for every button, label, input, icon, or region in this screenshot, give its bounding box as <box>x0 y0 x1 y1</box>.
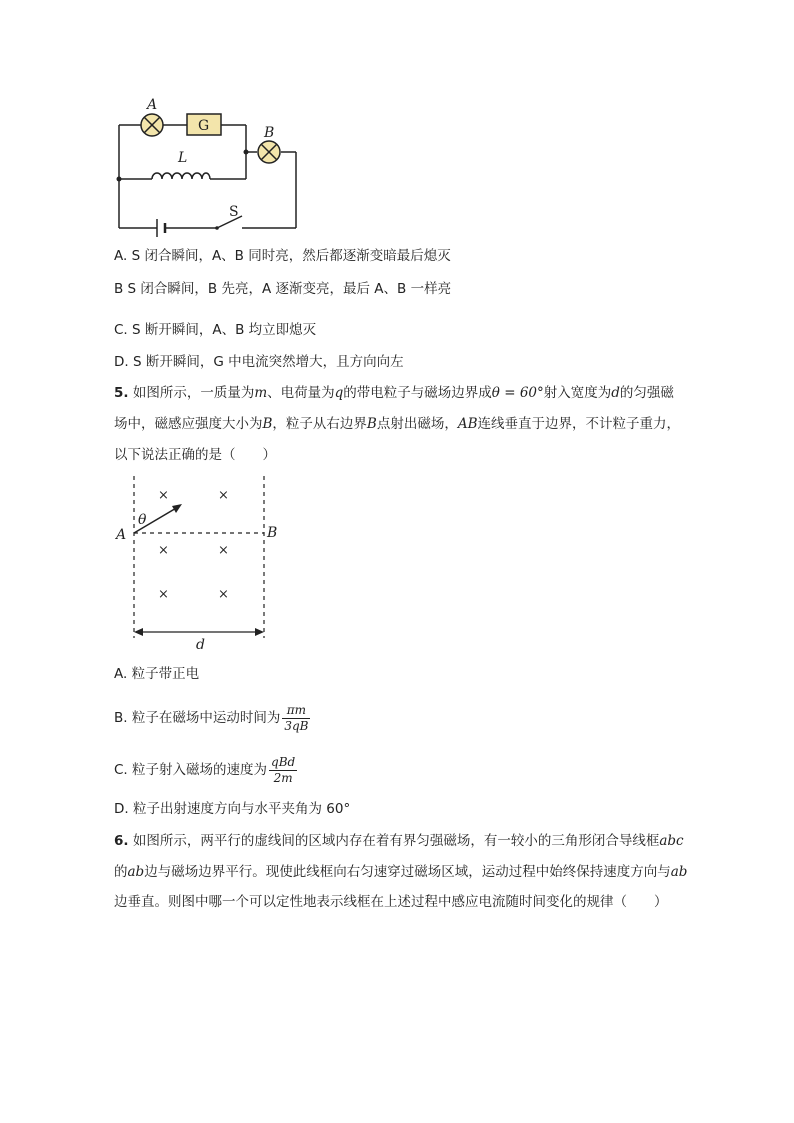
inductor-label: L <box>178 150 188 166</box>
lamp-a <box>141 114 163 136</box>
battery <box>157 219 165 237</box>
q5-option-c: C. 粒子射入磁场的速度为 $\frac{\text{qBd}}{2m}$ <box>114 754 296 785</box>
q5-option-a: A. 粒子带正电 <box>114 666 200 682</box>
theta-equation: θ = 60° <box>491 385 544 401</box>
galvanometer-label: G <box>198 118 210 134</box>
q6-stem-line3: 边垂直。则图中哪一个可以定性地表示线框在上述过程中感应电流随时间变化的规律（ ） <box>114 894 668 910</box>
field-cross: × <box>158 543 169 558</box>
point-b-label: B <box>267 525 278 541</box>
var-d: d <box>611 385 620 401</box>
field-cross: × <box>218 587 229 602</box>
var-q: q <box>334 385 344 401</box>
var-b-point: B <box>366 416 377 432</box>
field-cross: × <box>218 488 229 503</box>
circuit-diagram <box>105 92 305 237</box>
var-ab: AB <box>457 416 478 432</box>
var-b: B <box>262 416 273 432</box>
speed-fraction: $\frac{\text{qBd}}{2m}$ <box>271 754 296 785</box>
time-fraction: $\frac{\pi m}{3qB}$ <box>284 702 309 733</box>
lamp-b-label: B <box>264 125 275 141</box>
q4-option-d: D. S 断开瞬间，G 中电流突然增大，且方向向左 <box>114 354 404 370</box>
q5-stem-line1: 5. 如图所示，一质量为m、电荷量为q的带电粒子与磁场边界成θ = 60°射入宽度为d的匀强磁 <box>114 385 674 401</box>
q5-number: 5. <box>114 385 129 401</box>
magnetic-field-figure <box>112 476 282 656</box>
q4-option-a: A. S 闭合瞬间，A、B 同时亮，然后都逐渐变暗最后熄灭 <box>114 248 451 264</box>
q6-stem-line2: 的ab边与磁场边界平行。现使此线框向右匀速穿过磁场区域，运动过程中始终保持速度方向与ab <box>114 864 688 880</box>
q5-option-b: B. 粒子在磁场中运动时间为 $\frac{\pi m}{3qB}$ <box>114 702 309 733</box>
var-m: m <box>254 385 268 401</box>
q5-stem-line3: 以下说法正确的是（ ） <box>114 447 276 463</box>
q4-option-c: C. S 断开瞬间，A、B 均立即熄灭 <box>114 322 317 338</box>
field-cross: × <box>158 488 169 503</box>
var-abc: abc <box>659 833 684 849</box>
q5-stem-line2: 场中，磁感应强度大小为B，粒子从右边界B点射出磁场，AB连线垂直于边界，不计粒子重力， <box>114 416 681 432</box>
theta-label: θ <box>138 512 147 528</box>
var-ab: ab <box>670 864 688 880</box>
point-a-label: A <box>116 527 127 543</box>
field-cross: × <box>158 587 169 602</box>
lamp-a-label: A <box>147 97 158 113</box>
var-ab: ab <box>127 864 145 880</box>
switch-label: S <box>229 204 239 220</box>
velocity-arrowhead <box>172 504 182 513</box>
inductor-coil <box>152 173 210 179</box>
width-label: d <box>196 637 205 653</box>
q5-option-d: D. 粒子出射速度方向与水平夹角为 60° <box>114 801 351 817</box>
q6-number: 6. <box>114 833 129 849</box>
q6-stem-line1: 6. 如图所示，两平行的虚线间的区域内存在着有界匀强磁场，有一较小的三角形闭合导线框abc <box>114 833 684 849</box>
lamp-b <box>258 141 280 163</box>
q4-option-b: B S 闭合瞬间，B 先亮，A 逐渐变亮，最后 A、B 一样亮 <box>114 281 452 297</box>
field-cross: × <box>218 543 229 558</box>
